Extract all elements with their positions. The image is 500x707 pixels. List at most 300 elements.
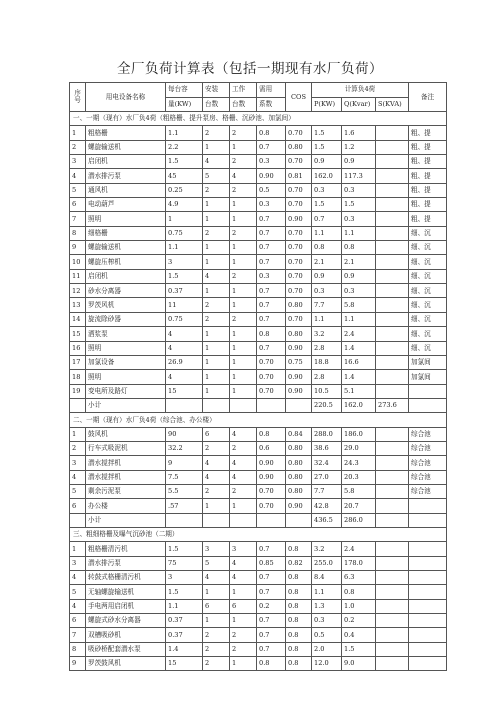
cell: 粗、提 — [409, 169, 447, 183]
cell: 1.2 — [342, 140, 376, 154]
cell: 4 — [166, 341, 203, 355]
cell: 2 — [230, 126, 257, 140]
cell: 0.8 — [342, 241, 376, 255]
cell: 加氯间 — [409, 370, 447, 384]
cell: 4 — [203, 470, 230, 484]
cell: 0.7 — [257, 255, 286, 269]
cell: 3 — [70, 556, 86, 570]
cell: 1.5 — [312, 126, 342, 140]
header-demand: 需用 — [257, 83, 286, 98]
cell — [376, 269, 409, 283]
cell: 1 — [203, 585, 230, 599]
cell: 0.8 — [257, 327, 286, 341]
cell: 8 — [70, 642, 86, 656]
cell: 2.2 — [166, 140, 203, 154]
cell: 0.7 — [312, 212, 342, 226]
cell: 13 — [70, 298, 86, 312]
cell: 砂水分离器 — [86, 284, 166, 298]
cell — [376, 427, 409, 441]
cell: 1.5 — [312, 140, 342, 154]
cell: 6 — [70, 614, 86, 628]
cell: 15 — [166, 657, 203, 671]
cell: 旋流除砂器 — [86, 312, 166, 326]
cell: 75 — [166, 556, 203, 570]
cell — [409, 657, 447, 671]
cell: 2 — [203, 657, 230, 671]
cell — [376, 628, 409, 642]
cell: 潜水排污泵 — [86, 169, 166, 183]
cell — [376, 571, 409, 585]
cell: 细、沉 — [409, 341, 447, 355]
table-row — [70, 241, 447, 255]
page-title: 全厂负荷计算表（包括一期现有水厂负荷） — [117, 61, 383, 77]
cell: 4 — [203, 456, 230, 470]
cell: 1 — [230, 384, 257, 398]
cell: 0.9 — [312, 269, 342, 283]
cell — [376, 312, 409, 326]
cell: 5.1 — [342, 384, 376, 398]
cell: 0.7 — [257, 140, 286, 154]
cell — [376, 155, 409, 169]
cell: 1.5 — [342, 642, 376, 656]
cell: 0.85 — [257, 556, 286, 570]
cell: 0.80 — [286, 327, 312, 341]
cell: 4 — [230, 470, 257, 484]
cell: 1 — [230, 341, 257, 355]
cell: 1.1 — [166, 241, 203, 255]
table-row — [70, 269, 447, 283]
cell: 5 — [70, 585, 86, 599]
cell: 220.5 — [312, 398, 342, 412]
section-title: 三、粗细格栅及曝气沉砂池（二期） — [70, 527, 447, 541]
header-installed-unit: 台数 — [203, 97, 230, 112]
cell: 1 — [230, 198, 257, 212]
cell: 0.90 — [286, 341, 312, 355]
cell: 0.37 — [166, 284, 203, 298]
cell: 加氯间 — [409, 355, 447, 369]
cell: 3 — [70, 456, 86, 470]
cell: 117.3 — [342, 169, 376, 183]
cell: 办公楼 — [86, 499, 166, 513]
cell: 0.70 — [257, 484, 286, 498]
cell: 粗格栅 — [86, 126, 166, 140]
cell: 16 — [70, 341, 86, 355]
table-row — [70, 370, 447, 384]
cell: 162.0 — [342, 398, 376, 412]
cell: 综合池 — [409, 484, 447, 498]
cell: 潜水排污泵 — [86, 556, 166, 570]
cell: 0.3 — [342, 183, 376, 197]
cell: 1 — [230, 370, 257, 384]
cell: 启闭机 — [86, 269, 166, 283]
header-remark: 备注 — [409, 83, 447, 112]
cell: 0.8 — [257, 126, 286, 140]
cell: 2.8 — [312, 370, 342, 384]
cell: 0.8 — [286, 628, 312, 642]
cell: 1 — [203, 341, 230, 355]
cell: 变电所及路灯 — [86, 384, 166, 398]
cell: 0.7 — [257, 341, 286, 355]
cell — [376, 198, 409, 212]
cell: 0.7 — [257, 298, 286, 312]
cell — [230, 513, 257, 527]
table-row — [70, 183, 447, 197]
header-working: 工作 — [230, 83, 257, 98]
cell: 1 — [230, 255, 257, 269]
cell: 5.5 — [166, 484, 203, 498]
table-body — [70, 112, 447, 671]
cell: 螺旋式砂水分离器 — [86, 614, 166, 628]
cell: 9.0 — [342, 657, 376, 671]
table-row — [70, 571, 447, 585]
cell — [376, 169, 409, 183]
header-installed: 安装 — [203, 83, 230, 98]
table-header — [70, 83, 447, 112]
cell: 0.80 — [286, 470, 312, 484]
cell: 1 — [70, 427, 86, 441]
cell: 0.81 — [286, 169, 312, 183]
cell: 4 — [230, 571, 257, 585]
cell: 14 — [70, 312, 86, 326]
cell — [376, 212, 409, 226]
cell: 8.4 — [312, 571, 342, 585]
section-header — [70, 527, 447, 541]
cell: 4 — [230, 556, 257, 570]
cell: 0.7 — [257, 226, 286, 240]
cell: 1 — [166, 212, 203, 226]
cell — [409, 499, 447, 513]
cell — [376, 599, 409, 613]
cell — [409, 384, 447, 398]
cell: 26.9 — [166, 355, 203, 369]
table-row — [70, 470, 447, 484]
cell: 3 — [70, 155, 86, 169]
table-row — [70, 441, 447, 455]
cell: 2 — [230, 269, 257, 283]
table-row — [70, 341, 447, 355]
cell: 1.3 — [312, 599, 342, 613]
table-row — [70, 140, 447, 154]
cell: 16.6 — [342, 355, 376, 369]
cell: 2.1 — [312, 255, 342, 269]
cell: 0.7 — [257, 312, 286, 326]
header-no: 序 号 — [70, 83, 86, 112]
cell — [376, 384, 409, 398]
cell: 38.6 — [312, 441, 342, 455]
cell: 2 — [230, 312, 257, 326]
cell — [376, 614, 409, 628]
cell — [409, 642, 447, 656]
cell: 细、沉 — [409, 284, 447, 298]
cell: 剩余污泥泵 — [86, 484, 166, 498]
cell: 4 — [70, 169, 86, 183]
cell: 细、沉 — [409, 226, 447, 240]
cell — [166, 398, 203, 412]
table-row — [70, 255, 447, 269]
cell — [409, 599, 447, 613]
cell: 0.3 — [312, 284, 342, 298]
cell: 11 — [70, 269, 86, 283]
cell: 4 — [230, 427, 257, 441]
table-row — [70, 355, 447, 369]
cell: 细、沉 — [409, 327, 447, 341]
cell: 0.70 — [286, 241, 312, 255]
cell: 0.70 — [286, 255, 312, 269]
cell: 0.2 — [257, 599, 286, 613]
cell: 0.8 — [286, 542, 312, 556]
cell: 0.80 — [286, 298, 312, 312]
cell: 0.7 — [257, 628, 286, 642]
cell: 6 — [70, 499, 86, 513]
cell: 综合池 — [409, 470, 447, 484]
cell: 0.7 — [257, 241, 286, 255]
cell: 0.8 — [286, 599, 312, 613]
cell — [409, 398, 447, 412]
cell: 4 — [166, 370, 203, 384]
cell: 1.1 — [342, 312, 376, 326]
cell: 加氯设备 — [86, 355, 166, 369]
cell: 0.70 — [286, 312, 312, 326]
cell: 2 — [203, 226, 230, 240]
cell: 0.3 — [312, 183, 342, 197]
cell: 2 — [230, 183, 257, 197]
cell: 螺旋输送机 — [86, 241, 166, 255]
cell: 1 — [230, 298, 257, 312]
cell: 罗茨鼓风机 — [86, 657, 166, 671]
table-row — [70, 155, 447, 169]
cell: 1 — [203, 212, 230, 226]
cell — [376, 341, 409, 355]
cell: 1 — [70, 126, 86, 140]
cell: 255.0 — [312, 556, 342, 570]
cell: 0.3 — [342, 284, 376, 298]
cell — [376, 126, 409, 140]
cell: 0.8 — [342, 585, 376, 599]
cell: 2 — [230, 155, 257, 169]
cell — [409, 585, 447, 599]
cell — [286, 513, 312, 527]
table-row — [70, 484, 447, 498]
cell: 0.8 — [286, 585, 312, 599]
table-row — [70, 212, 447, 226]
cell: 0.9 — [342, 269, 376, 283]
cell: 0.70 — [286, 198, 312, 212]
cell: 0.75 — [286, 355, 312, 369]
cell: 12 — [70, 284, 86, 298]
cell: 1 — [203, 241, 230, 255]
cell: 0.7 — [257, 212, 286, 226]
cell: 2.1 — [342, 255, 376, 269]
cell: 0.8 — [286, 571, 312, 585]
cell: 1.6 — [342, 126, 376, 140]
cell: 0.70 — [286, 269, 312, 283]
cell: 0.90 — [257, 169, 286, 183]
cell: 15 — [70, 327, 86, 341]
cell: 1.5 — [312, 198, 342, 212]
cell: 45 — [166, 169, 203, 183]
cell: 粗、提 — [409, 183, 447, 197]
cell: 2.0 — [312, 642, 342, 656]
cell: 1 — [203, 284, 230, 298]
cell: 1.1 — [166, 599, 203, 613]
cell: 1.5 — [342, 198, 376, 212]
cell: 0.90 — [257, 470, 286, 484]
cell: 0.37 — [166, 614, 203, 628]
cell: 4 — [203, 571, 230, 585]
cell: 照明 — [86, 212, 166, 226]
cell: 2 — [70, 140, 86, 154]
cell: 15 — [166, 384, 203, 398]
cell: 1.4 — [342, 370, 376, 384]
cell — [376, 585, 409, 599]
cell — [376, 513, 409, 527]
cell: 5 — [70, 484, 86, 498]
cell: 2 — [203, 642, 230, 656]
cell — [376, 441, 409, 455]
cell: 洒浆泵 — [86, 327, 166, 341]
cell — [376, 284, 409, 298]
cell: 17 — [70, 355, 86, 369]
cell: 4.9 — [166, 198, 203, 212]
cell: 0.70 — [257, 370, 286, 384]
table-row — [70, 169, 447, 183]
cell: 32.4 — [312, 456, 342, 470]
table-row — [70, 126, 447, 140]
cell: 27.0 — [312, 470, 342, 484]
cell: 1.1 — [342, 226, 376, 240]
cell: 1 — [230, 499, 257, 513]
cell — [376, 298, 409, 312]
cell — [409, 614, 447, 628]
cell: 1.1 — [312, 585, 342, 599]
cell: 7.5 — [166, 470, 203, 484]
cell: 0.70 — [257, 499, 286, 513]
cell: 无轴螺旋输送机 — [86, 585, 166, 599]
cell — [257, 398, 286, 412]
cell — [376, 140, 409, 154]
cell: 0.8 — [312, 241, 342, 255]
table-row — [70, 298, 447, 312]
cell: 潜水搅拌机 — [86, 456, 166, 470]
cell: 2.4 — [342, 327, 376, 341]
cell: 273.6 — [376, 398, 409, 412]
cell — [70, 398, 86, 412]
cell: 1 — [230, 212, 257, 226]
cell: 1 — [203, 355, 230, 369]
cell: 6.3 — [342, 571, 376, 585]
cell: 0.7 — [257, 585, 286, 599]
cell: 综合池 — [409, 456, 447, 470]
cell: 2 — [203, 484, 230, 498]
cell: 6 — [203, 599, 230, 613]
table-row — [70, 427, 447, 441]
cell: 0.5 — [257, 183, 286, 197]
cell: 288.0 — [312, 427, 342, 441]
cell: 双槽吸砂机 — [86, 628, 166, 642]
cell: 6 — [203, 427, 230, 441]
cell: 4 — [70, 599, 86, 613]
cell: 1.0 — [342, 599, 376, 613]
cell: 4 — [70, 571, 86, 585]
cell: 1.4 — [166, 642, 203, 656]
cell: 1.1 — [312, 312, 342, 326]
subtotal-row — [70, 513, 447, 527]
cell: 4 — [203, 269, 230, 283]
cell: 0.7 — [257, 542, 286, 556]
cell: 1 — [70, 542, 86, 556]
cell: 0.25 — [166, 183, 203, 197]
cell: 小计 — [86, 513, 166, 527]
subtotal-row — [70, 398, 447, 412]
cell: 启闭机 — [86, 155, 166, 169]
table-row — [70, 198, 447, 212]
header-p: P(KW) — [312, 97, 342, 112]
cell: 2 — [230, 484, 257, 498]
header-demand-unit: 系数 — [257, 97, 286, 112]
cell: 3 — [166, 255, 203, 269]
cell: 0.3 — [257, 198, 286, 212]
cell: 2 — [230, 642, 257, 656]
cell — [376, 470, 409, 484]
cell: 0.70 — [257, 355, 286, 369]
cell: 0.70 — [286, 183, 312, 197]
cell: 0.7 — [257, 614, 286, 628]
cell: 20.7 — [342, 499, 376, 513]
cell — [376, 657, 409, 671]
cell: 罗茨风机 — [86, 298, 166, 312]
cell: 通风机 — [86, 183, 166, 197]
cell: 0.80 — [286, 456, 312, 470]
table-row — [70, 642, 447, 656]
cell: 29.0 — [342, 441, 376, 455]
cell: 5 — [203, 169, 230, 183]
cell: 1 — [230, 140, 257, 154]
cell: 3 — [230, 542, 257, 556]
cell: 1.1 — [166, 126, 203, 140]
cell: 1 — [230, 614, 257, 628]
cell: 0.6 — [257, 441, 286, 455]
cell: 综合池 — [409, 441, 447, 455]
table-row — [70, 556, 447, 570]
cell: 细、沉 — [409, 298, 447, 312]
cell: 0.2 — [342, 614, 376, 628]
cell: 0.7 — [257, 571, 286, 585]
cell: 1 — [230, 284, 257, 298]
cell: 1.5 — [166, 269, 203, 283]
cell: 0.80 — [286, 441, 312, 455]
cell — [376, 499, 409, 513]
cell: 0.70 — [257, 384, 286, 398]
cell — [409, 513, 447, 527]
header-unit-capacity-unit: 量(KW) — [166, 97, 203, 112]
cell: 0.3 — [257, 269, 286, 283]
cell: 7.7 — [312, 484, 342, 498]
cell: 19 — [70, 384, 86, 398]
cell — [376, 484, 409, 498]
cell: 0.37 — [166, 628, 203, 642]
cell: 1.4 — [342, 341, 376, 355]
cell — [376, 226, 409, 240]
cell: 3.2 — [312, 542, 342, 556]
cell — [376, 255, 409, 269]
cell: 2 — [203, 312, 230, 326]
cell: 5.8 — [342, 484, 376, 498]
cell: 4 — [70, 470, 86, 484]
cell: 0.90 — [286, 370, 312, 384]
cell: 细、沉 — [409, 255, 447, 269]
cell: 12.0 — [312, 657, 342, 671]
cell: 细、沉 — [409, 312, 447, 326]
